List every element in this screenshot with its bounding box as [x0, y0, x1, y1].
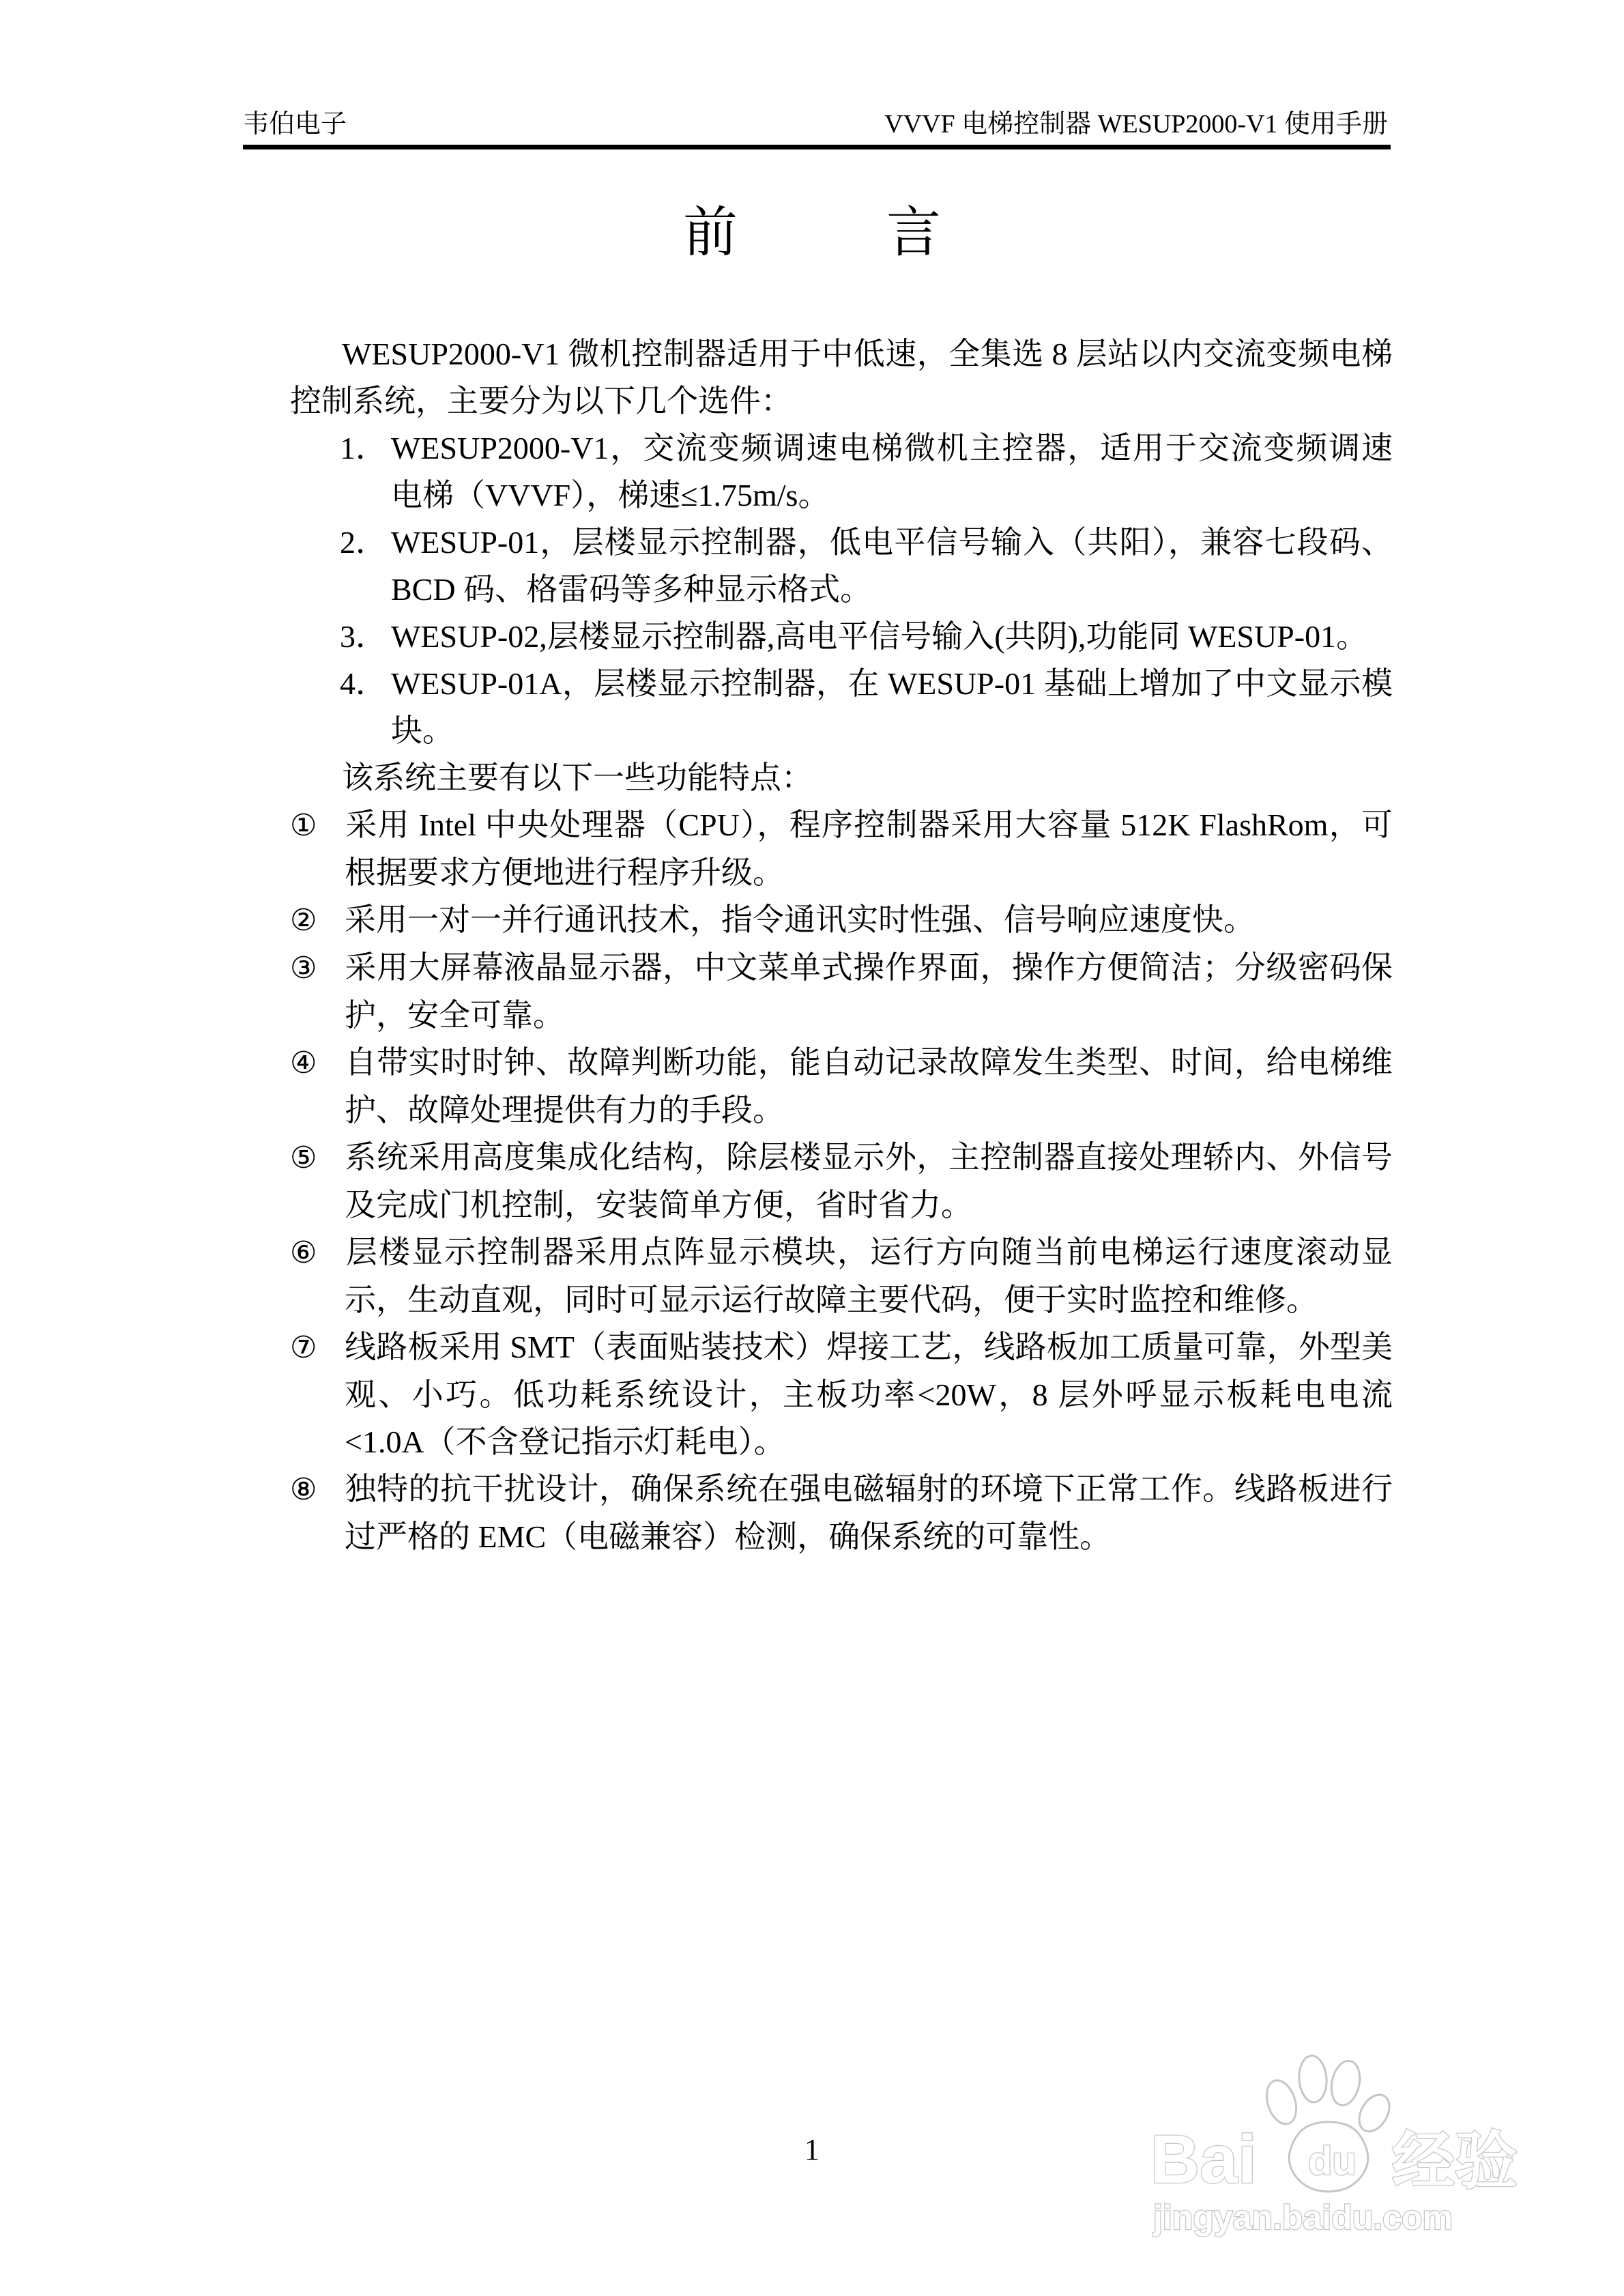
- list-item: [290, 801, 1393, 896]
- list-item-text: 线路板采用 SMT（表面贴装技术）焊接工艺，线路板加工质量可靠，外型美观、小巧。低功耗系统设计，主板功率<20W，8 层外呼显示板耗电电流<1.0A（不含登记指示灯耗电）。: [345, 1330, 1393, 1459]
- list-item: [340, 613, 1393, 660]
- features-intro-paragraph: 该系统主要有以下一些功能特点：: [342, 760, 813, 795]
- list-item-number: 3．: [340, 619, 387, 654]
- list-item-number: 2．: [340, 525, 387, 560]
- list-item-text: 采用大屏幕液晶显示器，中文菜单式操作界面，操作方便简洁；分级密码保护，安全可靠。: [345, 950, 1393, 1033]
- list-item: [290, 1229, 1393, 1323]
- list-item: [340, 660, 1393, 754]
- list-item-circled-number: ③: [290, 951, 317, 986]
- title-char-qian: 前: [683, 203, 738, 263]
- list-item-circled-number: ②: [290, 903, 317, 938]
- list-item-text: 系统采用高度集成化结构，除层楼显示外，主控制器直接处理轿内、外信号及完成门机控制，安装简单方便，省时省力。: [345, 1140, 1393, 1222]
- list-item: [290, 1039, 1393, 1134]
- body-text: [290, 330, 1393, 1560]
- list-item-text: WESUP-02,层楼显示控制器,高电平信号输入(共阴),功能同 WESUP-01。: [391, 619, 1368, 654]
- header-rule: [243, 145, 1391, 149]
- list-item-text: WESUP-01A，层楼显示控制器，在 WESUP-01 基础上增加了中文显示模块。: [391, 666, 1393, 748]
- list-item: [340, 425, 1393, 519]
- list-item-text: 层楼显示控制器采用点阵显示模块，运行方向随当前电梯运行速度滚动显示，生动直观，同时可显示运行故障主要代码，便于实时监控和维修。: [345, 1235, 1393, 1317]
- watermark-du-text: du: [1308, 2139, 1357, 2183]
- page-number: 1: [804, 2133, 820, 2166]
- list-item-number: 4．: [340, 666, 387, 701]
- list-item: [290, 1465, 1393, 1560]
- intro-paragraph: WESUP2000-V1 微机控制器适用于中低速，全集选 8 层站以内交流变频电梯控制系统，主要分为以下几个选件：: [290, 336, 1393, 418]
- list-item-text: 独特的抗干扰设计，确保系统在强电磁辐射的环境下正常工作。线路板进行过严格的 EMC（电磁兼容）检测，确保系统的可靠性。: [345, 1472, 1393, 1554]
- list-item-circled-number: ⑥: [290, 1235, 317, 1270]
- list-item: [290, 1323, 1393, 1465]
- options-list: [290, 425, 1393, 754]
- list-item-circled-number: ④: [290, 1046, 317, 1080]
- list-item-circled-number: ⑤: [290, 1140, 317, 1175]
- list-item-text: 采用一对一并行通讯技术，指令通讯实时性强、信号响应速度快。: [345, 902, 1255, 937]
- list-item-text: 采用 Intel 中央处理器（CPU），程序控制器采用大容量 512K FlashRom，可根据要求方便地进行程序升级。: [345, 807, 1393, 890]
- features-list: [290, 801, 1393, 1560]
- watermark-bai-text: Bai: [1150, 2121, 1257, 2198]
- title-char-yan: 言: [886, 203, 941, 263]
- list-item: [290, 944, 1393, 1039]
- list-item-circled-number: ⑦: [290, 1330, 317, 1365]
- page-header: [243, 108, 1388, 141]
- list-item-circled-number: ⑧: [290, 1472, 317, 1507]
- page-title: [0, 202, 1624, 265]
- list-item-number: 1．: [340, 431, 387, 465]
- header-company: 韦伯电子: [243, 110, 347, 139]
- list-item-circled-number: ①: [290, 808, 317, 843]
- watermark-url-text: jingyan.baidu.com: [1153, 2198, 1453, 2237]
- list-item-text: WESUP-01，层楼显示控制器，低电平信号输入（共阳），兼容七段码、BCD 码、格雷码等多种显示格式。: [391, 525, 1393, 607]
- list-item: [290, 896, 1393, 944]
- list-item: [290, 1134, 1393, 1229]
- baidu-jingyan-watermark: [1141, 2042, 1534, 2244]
- list-item-text: 自带实时时钟、故障判断功能，能自动记录故障发生类型、时间，给电梯维护、故障处理提供有力的手段。: [345, 1045, 1393, 1128]
- list-item-text: WESUP2000-V1，交流变频调速电梯微机主控器，适用于交流变频调速电梯（VVVF），梯速≤1.75m/s。: [391, 431, 1393, 513]
- list-item: [340, 519, 1393, 613]
- header-manual-title: VVVF 电梯控制器 WESUP2000-V1 使用手册: [884, 110, 1388, 139]
- watermark-jingyan-text: 经验: [1392, 2127, 1518, 2196]
